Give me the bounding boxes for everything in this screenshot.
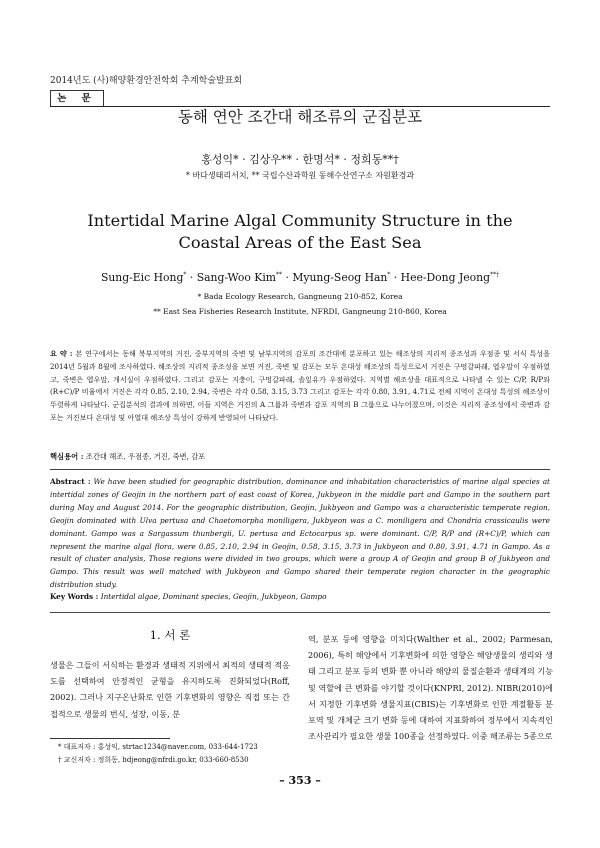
author-mark: ** (276, 271, 283, 279)
author-name: Myung-Seog Han (292, 271, 388, 284)
body-column-left: 생물은 그들이 서식하는 환경과 생태적 지위에서 최적의 생태적 적응도를 선택하여 안정적인 균형을 유지하도록 진화되었다(Roff, 2002). 그러나 지구온난화로 인한 기후변화의 영향은 직접 또는 간접적으로 생물의 번식, 성장, 이동, 분 (50, 660, 290, 719)
english-title: Intertidal Marine Algal Community Structure in the Coastal Areas of the East Sea (87, 211, 513, 252)
author-mark: **† (490, 271, 500, 279)
korean-title: 동해 연안 조간대 해조류의 군집분포 (177, 108, 423, 126)
keywords-text: 조간대 해조, 우점종, 거진, 죽변, 감포 (85, 452, 206, 461)
author-mark: * (183, 271, 187, 279)
author-name: Sang-Woo Kim (196, 271, 277, 284)
keywords-divider (50, 612, 550, 613)
author-name: Sung-Eic Hong (100, 271, 184, 284)
footnote-rule (50, 738, 170, 739)
english-keywords (50, 592, 550, 601)
page-number: – 353 – (279, 774, 321, 787)
body-column-right: 역, 분포 등에 영향을 미치다(Walther et al., 2002; Parmesan, 2006), 특히 해양에서 기후변화에 의한 영향은 해양생물의 생리와 생태 그리고 분포 등의 변화 뿐 아니라 해양의 물질순환과 생태계의 기능 및 역할에 큰 변화를 야기할 것이다(KNPRI, 2012). NIBR(2010)에서 지정한 기후변화 생물지표(CBIS)는 기후변화로 인한 계절활동 분포역 및 개체군 크기 변화 등에 대하여 지표화하여 정부에서 지속적인 조사관리가 필요한 생물 100종을 선정하였다. 이중 해조류는 5종으로 (308, 634, 553, 742)
footnote-corresponding: * 대표저자 : 홍성익, strtac1234@naver.com, 033-644-1723 (58, 743, 258, 751)
korean-keywords (50, 452, 550, 462)
english-affiliation: ** East Sea Fisheries Research Institute, NFRDI, Gangneung 210-860, Korea (153, 307, 447, 316)
abstract-label: Abstract : (50, 477, 91, 486)
korean-abstract (50, 348, 550, 425)
korean-affiliation: * 바다생태리서치, ** 국립수산과학원 동해수산연구소 자원환경과 (185, 171, 415, 180)
keywords-label: 핵심용어 : (50, 452, 84, 461)
abstract-text: 본 연구에서는 동해 북부지역의 거진, 중부지역의 죽변 및 남부지역의 감포의 조간대에 분포하고 있는 해조상의 지리적 종조성과 우점종 및 서식 특성을 2014년 5월과 8월에 조사하였다. 해조상의 지리적 종조성을 보면 거진, 죽변 및 감포는 모두 온대성 해조상의 특성으로서 거진은 구멍갈파래, 엽우말이 우점하였고, 죽변은 엽우말, 개서실이 우점하였다. 그리고 감포는 지충이, 구멍갈파래, 솔잎유가 우점하였다. 지역별 해조상을 대표적으로 나타낼 수 있는 C/P, R/P와 (R+C)/P 비율에서 거진은 각각 0.85, 2.10, 2.94, 죽변은 각각 0.58, 3.15, 3.73 그리고 감포는 각각 0.80, 3.91, 4.71로 전체 지역이 온대성 특성의 해조상이 뚜렷하게 나타났다. 군집분석의 결과에 의하면, 이들 지역은 거진의 A 그룹과 죽변과 감포 지역의 B 그룹으로 나누어졌으며, 이것은 지리적 종조성에서 죽변과 감포는 거진보다 온대성 및 아열대 해조상 특성이 강하게 반영되어 나타났다. (50, 349, 550, 422)
journal-header: 2014년도 (사)해양환경안전학회 추계학술발표회 (50, 76, 243, 86)
abstract-text: We have been studied for geographic distribution, dominance and inhabitation characteristics of marine algal species at intertidal zones of Geojin in the northern part of east coast of Korea, Jukbyeon in the middle part and Gampo in the southern part during May and August 2014. For the geographic distribution, Geojin, Jukbyeon and Gampo was a characteristic temperate region, Geojin dominated with Ulva pertusa and Chaetomorpha moniligera, Jukbyeon was a C. moniligera and Chondria crassicaulis were dominant. Gampo was a Sargassum thunbergii, U. pertusa and Ectocarpus sp. were dominant. C/P, R/P and (R+C)/P, which can represent the marine algal flora, were 0.85, 2.10, 2.94 in Geojin, 0.58, 3.15, 3.73 in Jukbyeon and 0.80, 3.91, 4.71 in Gampo. As a result of cluster analysis, Those regions were divided in two groups, which were a group A of Geojin and group B of Jukbyeon and Gampo. This result was well matched with Jukbyeon and Gampo shared their temperate region character in the geographic distribution study. (50, 477, 550, 590)
abstract-divider (50, 469, 550, 470)
english-authors: Sung-Eic Hong* · Sang-Woo Kim** · Myung-Seog Han* · Hee-Dong Jeong**† (100, 271, 500, 284)
footnote-correspondence: † 교신저자 : 정희동, hdjeong@nfrdi.go.kr, 033-660-8530 (58, 756, 249, 764)
author-name: Hee-Dong Jeong (400, 271, 491, 284)
english-abstract (50, 476, 550, 592)
paper-type-badge: 논 문 (50, 90, 104, 107)
section-heading: 1. 서 론 (149, 628, 191, 642)
keywords-text: Intertidal algae, Dominant species, Geojin, Jukbyeon, Gampo (100, 592, 327, 601)
keywords-label: Key Words : (50, 592, 99, 601)
korean-authors: 홍성익* · 김상우** · 한명석* · 정희동**† (201, 153, 399, 166)
author-mark: * (387, 271, 391, 279)
abstract-label: 요 약 : (50, 349, 73, 358)
english-affiliation: * Bada Ecology Research, Gangneung 210-852, Korea (197, 292, 403, 301)
